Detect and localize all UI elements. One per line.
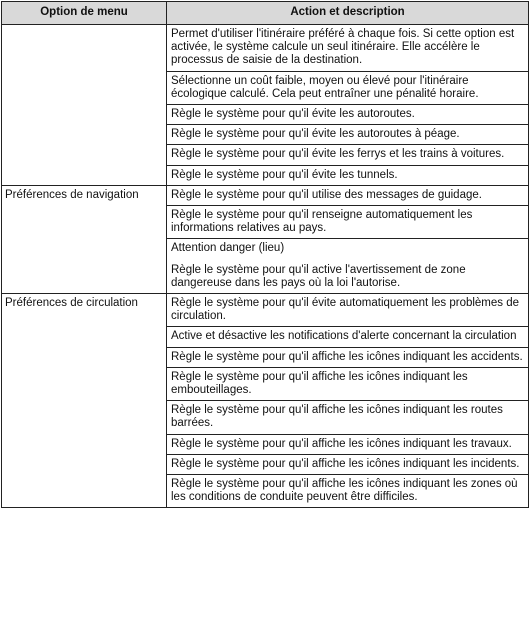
description-cell: Règle le système pour qu'il évite les ferrys et les trains à voitures. bbox=[167, 145, 529, 165]
description-cell: Permet d'utiliser l'itinéraire préféré à chaque fois. Si cette option est activée, le système calcule un seul itinéraire. Elle accélère le processus de saisie de la destination. bbox=[167, 25, 529, 72]
description-cell bbox=[167, 239, 529, 294]
menu-options-table bbox=[1, 1, 529, 508]
description-cell: Règle le système pour qu'il affiche les icônes indiquant les zones où les conditions de conduite peuvent être difficiles. bbox=[167, 475, 529, 508]
table-header-row bbox=[2, 2, 529, 25]
header-action-description: Action et description bbox=[167, 2, 529, 25]
header-menu-option: Option de menu bbox=[2, 2, 167, 25]
table-row bbox=[2, 25, 529, 72]
description-cell: Règle le système pour qu'il affiche les icônes indiquant les incidents. bbox=[167, 454, 529, 474]
description-cell: Règle le système pour qu'il affiche les icônes indiquant les accidents. bbox=[167, 347, 529, 367]
option-cell-navigation-preferences: Préférences de navigation bbox=[2, 185, 167, 293]
description-cell: Règle le système pour qu'il affiche les icônes indiquant les embouteillages. bbox=[167, 367, 529, 400]
option-cell-traffic-preferences: Préférences de circulation bbox=[2, 294, 167, 508]
description-cell: Règle le système pour qu'il évite les autoroutes. bbox=[167, 105, 529, 125]
description-cell: Règle le système pour qu'il affiche les icônes indiquant les travaux. bbox=[167, 434, 529, 454]
description-cell: Règle le système pour qu'il utilise des messages de guidage. bbox=[167, 185, 529, 205]
table-row bbox=[2, 185, 529, 205]
description-text: Règle le système pour qu'il active l'avertissement de zone dangereuse dans les pays où la loi l'autorise. bbox=[171, 263, 466, 289]
description-cell: Active et désactive les notifications d'alerte concernant la circulation bbox=[167, 327, 529, 347]
description-cell: Règle le système pour qu'il renseigne automatiquement les informations relatives au pays. bbox=[167, 206, 529, 239]
description-subtitle: Attention danger (lieu) bbox=[171, 242, 285, 255]
description-cell: Règle le système pour qu'il affiche les icônes indiquant les routes barrées. bbox=[167, 401, 529, 434]
table-row bbox=[2, 294, 529, 327]
option-cell bbox=[2, 25, 167, 186]
description-cell: Règle le système pour qu'il évite les tunnels. bbox=[167, 165, 529, 185]
description-cell: Règle le système pour qu'il évite les autoroutes à péage. bbox=[167, 125, 529, 145]
description-cell: Sélectionne un coût faible, moyen ou élevé pour l'itinéraire écologique calculé. Cela peut entraîner une pénalité horaire. bbox=[167, 71, 529, 104]
description-cell: Règle le système pour qu'il évite automatiquement les problèmes de circulation. bbox=[167, 294, 529, 327]
